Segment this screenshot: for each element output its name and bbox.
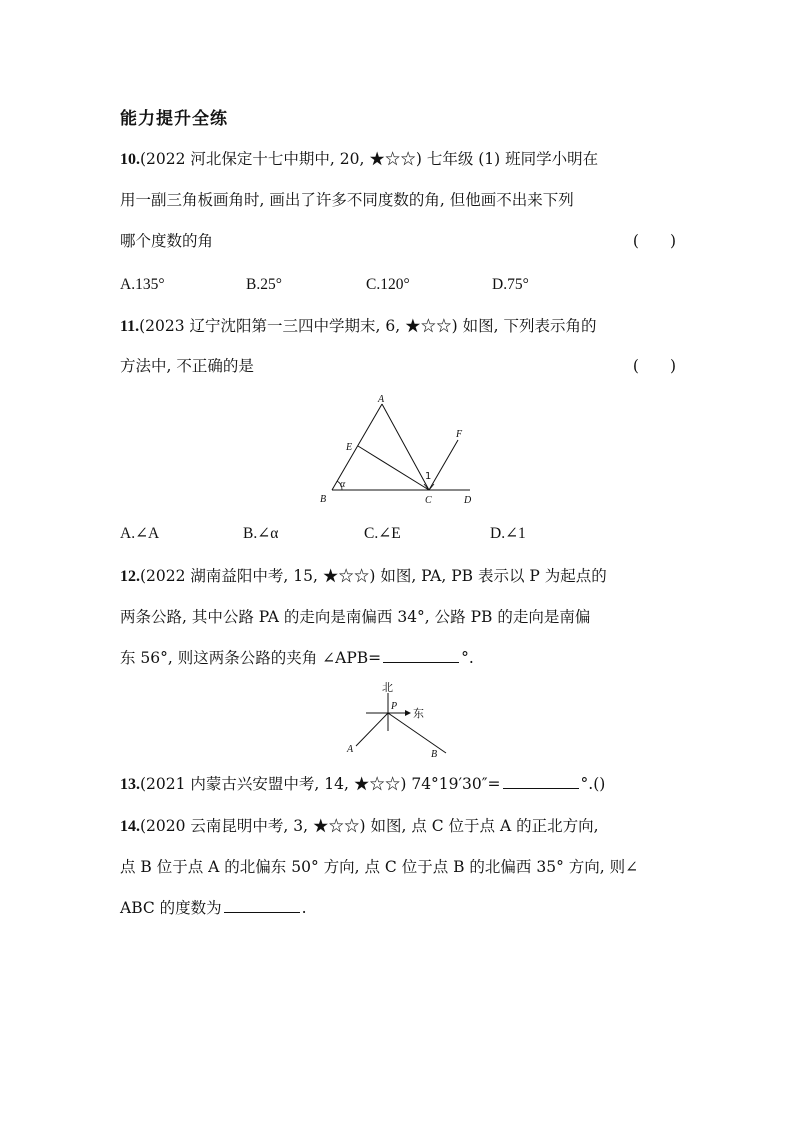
- q12-answer-blank[interactable]: [383, 648, 459, 663]
- q10-option-b: B.25°: [246, 276, 282, 293]
- q14-text-line3a: ABC 的度数为: [120, 899, 222, 917]
- q11-option-b: B.∠α: [243, 525, 279, 542]
- q13-number: 13.: [120, 776, 140, 793]
- q12-label-p: P: [391, 701, 398, 712]
- q13-text-b: °.(): [580, 775, 606, 793]
- q11-figure: [312, 390, 484, 508]
- q14-text-line2: 点 B 位于点 A 的北偏东 50° 方向, 点 C 位于点 B 的北偏西 35° 方向, 则∠: [120, 858, 639, 876]
- q11-line-ec: [358, 446, 432, 490]
- q14-text-line1: (2020 云南昆明中考, 3, ★☆☆) 如图, 点 C 位于点 A 的正北方向,: [140, 817, 599, 835]
- q12-text-line3b: °.: [461, 649, 474, 667]
- q12-text-line1: (2022 湖南益阳中考, 15, ★☆☆) 如图, PA, PB 表示以 P 为起点的: [140, 567, 607, 585]
- q12-line1: [120, 565, 676, 588]
- q11-option-c: C.∠E: [364, 525, 401, 542]
- q10-option-a: A.135°: [120, 276, 165, 293]
- q10-number: 10.: [120, 151, 140, 168]
- section-title: 能力提升全练: [120, 109, 228, 129]
- q10-text-line3: 哪个度数的角: [120, 232, 214, 250]
- q11-label-a: A: [378, 394, 385, 405]
- q11-line2: [120, 355, 676, 377]
- q11-label-f: F: [456, 429, 463, 440]
- q11-label-d: D: [464, 495, 472, 506]
- q11-label-c: C: [425, 495, 432, 506]
- q14-text-line3b: .: [301, 899, 307, 917]
- q11-line-ac: [382, 404, 432, 490]
- q11-text-line1: (2023 辽宁沈阳第一三四中学期末, 6, ★☆☆) 如图, 下列表示角的: [139, 317, 597, 335]
- q11-line1: [120, 315, 676, 338]
- q10-line3: [120, 230, 676, 252]
- q12-line3: [120, 647, 676, 669]
- q14-answer-blank[interactable]: [224, 898, 300, 913]
- q12-label-north: 北: [382, 681, 393, 694]
- q12-text-line2: 两条公路, 其中公路 PA 的走向是南偏西 34°, 公路 PB 的走向是南偏: [120, 608, 591, 626]
- q11-option-a: A.∠A: [120, 525, 160, 542]
- q10-text-line2: 用一副三角板画角时, 画出了许多不同度数的角, 但他画不出来下列: [120, 191, 574, 209]
- q14-line3: [120, 897, 676, 919]
- q11-answer-paren: ( ): [632, 357, 676, 375]
- q12-text-line3a: 东 56°, 则这两条公路的夹角 ∠APB=: [120, 649, 382, 667]
- q12-figure: [340, 679, 460, 761]
- q10-option-d: D.75°: [492, 276, 529, 293]
- q12-road-pa: [356, 713, 388, 746]
- q11-option-d: D.∠1: [490, 525, 526, 542]
- q12-label-east: 东: [413, 707, 424, 720]
- q12-label-b: B: [431, 749, 438, 760]
- q10-option-c: C.120°: [366, 276, 410, 293]
- q14-number: 14.: [120, 818, 140, 835]
- q12-label-a: A: [347, 744, 354, 755]
- q11-label-b: B: [320, 494, 327, 505]
- q12-number: 12.: [120, 568, 140, 585]
- q11-label-alpha: α: [340, 479, 346, 490]
- q11-label-e: E: [346, 442, 353, 453]
- q10-text-line1: (2022 河北保定十七中期中, 20, ★☆☆) 七年级 (1) 班同学小明在: [140, 150, 599, 168]
- q11-label-one: 1: [425, 471, 432, 482]
- q11-line-ba: [332, 404, 382, 490]
- q11-text-line2: 方法中, 不正确的是: [120, 357, 254, 375]
- q11-number: 11.: [120, 318, 140, 335]
- q11-line-cf: [429, 440, 458, 490]
- q14-line1: [120, 815, 676, 838]
- q13-answer-blank[interactable]: [503, 774, 579, 789]
- q10-line1: [120, 148, 676, 171]
- q13-line1: [120, 773, 676, 796]
- q10-answer-paren: ( ): [632, 232, 676, 250]
- q13-text-a: (2021 内蒙古兴安盟中考, 14, ★☆☆) 74°19′30″=: [140, 775, 501, 793]
